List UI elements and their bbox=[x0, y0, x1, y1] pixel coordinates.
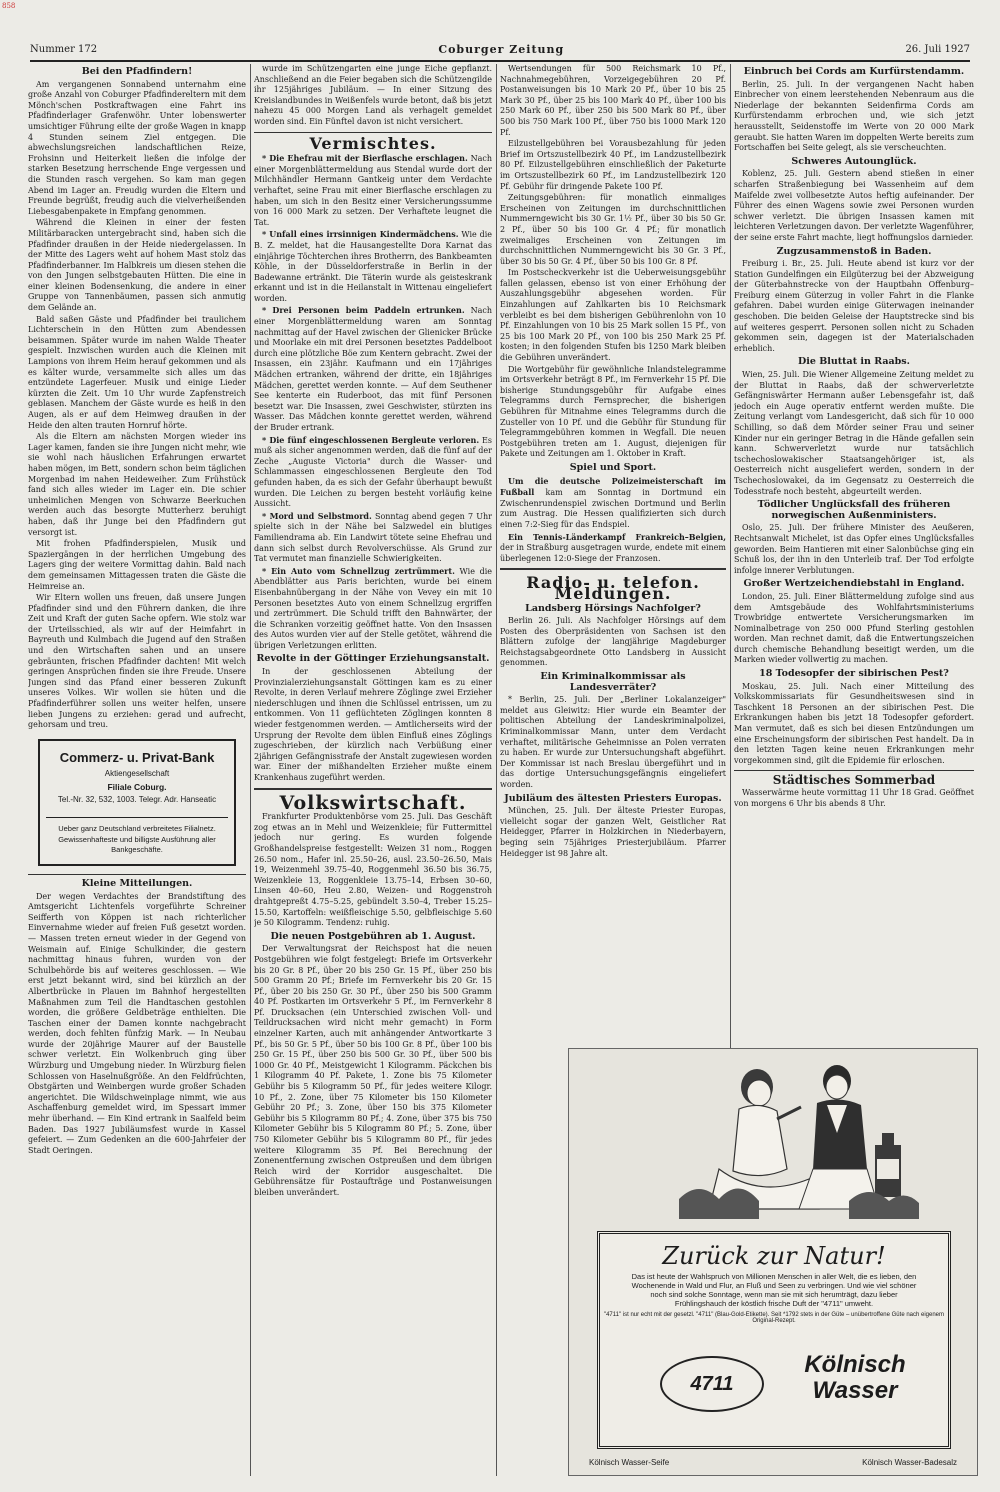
article-paragraph: Am vergangenen Sonnabend unternahm eine große Anzahl von Coburger Pfadfindereltern mit dem Mönch'schen Postkraftwagen eine Fahrt ins Pfadfinderlager Grafenwöhr. Unter lobenswerter umsichtiger Führung eilte der große Wagen in knapp 4 Stunden seinem Ziel entgegen. Die abwechslungsreichen landschaftlichen Reize, Frohsinn und Heiterkeit ließen die infolge der starken Besetzung herrschende Enge vergessen und die Stunden rasch vergehen. So kam man gegen Abend im Lager an. Freudig wurden die Eltern und Freunde begrüßt, freudig auch die vielverheißenden Liebesgabenpakete in Empfang genommen. bbox=[28, 79, 246, 216]
column-4 bbox=[734, 64, 974, 992]
news-item-heading: * Ein Auto vom Schnellzug zertrümmert. bbox=[262, 565, 455, 576]
paper-title: Coburger Zeitung bbox=[438, 42, 565, 56]
article-paragraph: Als die Eltern am nächsten Morgen wieder ins Lager kamen, fanden sie ihre Jungen nicht mehr, wie sie wohl nach häuslichen Erfahrungen erwartet haben mögen, im Bett, sondern schon beim täglichen Morgenbad im nahen Heideweiher. Zum Frühstück fand sich alles wieder im Lager ein. Die schier unheimlichen Mengen von Schwarze Beerkuchen werden auch das besorgte Mutterherz beruhigt haben, daß ihr Junge bei den Pfadfindern gut versorgt ist. bbox=[28, 432, 246, 537]
article-paragraph: Im Postscheckverkehr ist die Ueberweisungsgebühr fallen gelassen, ebenso ist von einer Erhöhung der Auszahlungsgebühr abgesehen worden. Für Einzahlungen auf Zahlkarten bis 10 Reichsmark verbleibt es bei dem bisherigen Gebührenlohn von 10 Pf. Einzahlungen von 10 bis 25 Mark sollen 15 Pf., von 25 bis 100 Mark 20 Pf., von 100 bis 250 Mark 25 Pf. kosten; in den folgenden Stufen bis 1250 Mark bleiben die Gebühren unverändert. bbox=[500, 268, 726, 363]
bank-branch: Filiale Coburg. bbox=[107, 782, 167, 792]
divider bbox=[734, 770, 974, 771]
news-item-heading: Um die deutsche Polizeimeisterschaft im Fußball bbox=[500, 475, 726, 498]
article-paragraph: Mit frohen Pfadfinderspielen, Musik und Spaziergängen in der herrlichen Umgebung des Lagers ging der weitere Vormittag dahin. Bald nach dem gemeinsamen Mittagessen traten die Gäste die Heimreise an. bbox=[28, 539, 246, 591]
news-item-heading: * Die Ehefrau mit der Bierflasche erschlagen. bbox=[262, 153, 468, 164]
news-item-heading: Landsberg Hörsings Nachfolger? bbox=[525, 602, 701, 614]
news-item-text: der in Straßburg ausgetragen wurde, endete mit einem überlegenen 12:0-Siege der Franzosen. bbox=[500, 543, 726, 563]
news-item-text: Oslo, 25. Juli. Der frühere Minister des Aeußeren, Rechtsanwalt Michelet, ist das Opfer eines Unglücksfalles geworden. Beim Hantieren mit einer Salonbüchse ging ein Schuß los, der ihn in den Unterleib traf. Der Tod erfolgte infolge innerer Verblutungen. bbox=[734, 523, 974, 575]
article-paragraph: Frankfurter Produktenbörse vom 25. Juli. Das Geschäft zog etwas an in Mehl und Weizenkleie; für Futtermittel jedoch nur gering. Es wurden folgende Großhandelspreise festgestellt: Weizen 31 nom., Roggen 26.50 nom., Hafer inl. 25.50–26, ausl. 23.50–26.50, Mais 19, Weizenmehl 39.75–40, Roggenmehl 36.50 bis 36.75, Weizenkleie 13, Roggenkleie 13.75–14, Erbsen 30–60, Linsen 40–60, Heu 2.80, Weizen- und Roggenstroh drahtgepreßt 4.75–5.25, gebündelt 3.50–4, Treber 15.25–15.50, Kartoffeln: weißfleischige 5.50, gelbfleischige 5.60 je 50 Kilogramm. Tendenz: ruhig. bbox=[254, 812, 492, 928]
news-item bbox=[500, 476, 726, 531]
section-title-vermischtes: Vermischtes. bbox=[309, 133, 437, 153]
news-item-text: Nach einer Morgenblättermeldung aus Stendal wurde dort der Milchhändler Hermann Gantkeig unter dem Verdachte verhaftet, seine Frau mit einer Bierflasche erschlagen zu haben, um sich in den Besitz einer Versicherungssumme von 16 000 Mark zu setzen. Der Verhaftete leugnet die Tat. bbox=[254, 154, 492, 227]
article-paragraph: Während die Kleinen in einer der festen Militärbaracken untergebracht sind, haben sich die Pfadfinder draußen in der Heide niedergelassen. In der Mitte des Lagers weht auf hohem Mast stolz das Pfadfinderbanner. Im Halbkreis um diesen stehen die von den Jungen selbstgebauten Hütten. Die eine in einer kleinen Bodensenkung, die andere in einer Gruppe von Tannenbäumen, passen sich anmutig dem Gelände an. bbox=[28, 218, 246, 313]
ad-fineprint: "4711" ist nur echt mit der gesetzl. "4711" (Blau-Gold-Etikette). Seit *1792 stets in der Güte – unübertroffene Güte nach eigenem Original-Rezept. bbox=[603, 1312, 945, 1324]
news-item-text: Es muß als sicher angenommen werden, daß die fünf auf der Zeche „Auguste Victoria" durch die Wasser- und Schlammassen eingeschlossenen Bergleute den Tod gefunden haben, da es sich der Gefahr überhaupt bewußt wurden. Die Leichen zu bergen besteht vorläufig keine Aussicht. bbox=[254, 435, 492, 509]
article-paragraph: In der geschlossenen Abteilung der Provinzialerziehungsanstalt Göttingen kam es zu einer Revolte, in deren Verlauf mehrere Zöglinge zwei Erzieher niederschlugen und ihnen die Schlüssel entrissen, um zu entkommen. Von 11 geflüchteten Zöglingen konnten 8 wieder festgenommen werden. — Amtlicherseits wird der Ursprung der Revolte dem üblen Einfluß eines Zöglings zugeschrieben, der kürzlich nach Verbüßung einer 2jährigen Gefängnisstrafe der Anstalt zugewiesen worden war. Einer der mißhandelten Erzieher mußte einem Krankenhaus zugeführt werden. bbox=[254, 667, 492, 782]
news-item-heading: Ein Kriminalkommissar als Landesverräter? bbox=[540, 671, 686, 693]
article-paragraph: Die Wortgebühr für gewöhnliche Inlandstelegramme im Ortsverkehr beträgt 8 Pf., im Fernverkehr 15 Pf. Die bisherige Stundungsgebühr für Aufgabe eines Telegramms durch Fernsprecher, die bisherigen Gebühren für Mitnahme eines Telegramms durch die Zusteller von 10 Pf. und die Gebühr für Stundung für Telegrammgebühren kommen in Wegfall. Die neuen Postgebühren treten am 1. August, diejenigen für Pakete und Zeitungen am 1. Oktober in Kraft. bbox=[500, 364, 726, 459]
bank-telephone: Tel.-Nr. 32, 532, 1003. Telegr. Adr. Hanseatic bbox=[57, 794, 217, 804]
news-item-text: Berlin, 25. Juli. In der vergangenen Nacht haben Einbrecher von einem leerstehenden Nebenraum aus die Niederlage der bekannten Seidenfirma Cords am Kurfürstendamm erbrochen und, wie sich jetzt herausstellt, Seidenstoffe im Werte von 20 000 Mark geraubt. Sie hatten Waren im doppelten Werte bereits zum Fortschaffen bei Seite gelegt, als sie verscheuchten. bbox=[734, 79, 974, 153]
ad-product-bathsalt: Kölnisch Wasser-Badesalz bbox=[862, 1458, 957, 1467]
news-item-text: Sonntag abend gegen 7 Uhr spielte sich in der Nähe bei Salzwedel ein blutiges Familiendrama ab. Ein Landwirt tötete seine Ehefrau und dann sich selbst durch Revolverschüsse. Als Grund zur Tat vermutet man finanzielle Schwierigkeiten. bbox=[254, 511, 492, 564]
news-item-text: München, 25. Juli. Der älteste Priester Europas, vielleicht sogar der ganzen Welt, Geistlicher Rat Heidegger, Pfarrer in Holzkirchen in Niederbayern, beging sein 75jähriges Priesterjubiläum. Pfarrer Heidegger ist 98 Jahre alt. bbox=[500, 806, 726, 858]
news-item bbox=[254, 566, 492, 652]
column-rule bbox=[250, 64, 251, 1476]
column-1 bbox=[28, 64, 246, 1476]
news-item-text: Freiburg i. Br., 25. Juli. Heute abend ist kurz vor der Station Gundelfingen ein Eilgüterzug bei der Abzweigung der Güterbahnstrecke von der Hauptbahn Offenburg–Freiburg einem Güterzug in voller Fahrt in die Flanke gefahren. Dabei wurden einige Güterwagen ineinander geschoben. Die beiden Geleise der Hauptstrecke sind bis auf weiteres gesperrt. Personen sollen nicht zu Schaden gekommen sein, dagegen ist der Materialschaden erheblich. bbox=[734, 259, 974, 353]
article-title-revolte: Revolte in der Göttinger Erziehungsanstalt. bbox=[256, 653, 490, 665]
news-item-text: Wie die B. Z. meldet, hat die Hausangestellte Dora Karnat das einjährige Töchterchen ihres Brotherrn, des Bankbeamten Köhle, in der Düsseldorferstraße in Berlin in der Badewanne ertränkt. Die Täterin wurde als geisteskrank erkannt und ist in die Heilanstalt in Wittenau eingeliefert worden. bbox=[254, 230, 492, 303]
news-item-text: Wien, 25. Juli. Die Wiener Allgemeine Zeitung meldet zu der Bluttat in Raabs, daß der schwerverletzte Gefängniswärter Hermann außer Lebensgefahr ist, daß jedoch ein Auge operativ entfernt werden mußte. Die Zeitung verlangt vom Landesgericht, daß sich für 10 000 Schilling, so daß dem Mörder seiner Frau und seiner Kinder nur ein geringer Betrag in die Hände gefallen sein kann. Schwerverletzt wurde nur tatsächlich tschechoslowakischer Staatsangehöriger ist, als Oesterreich nicht ausgeliefert werden, sondern in der Tschechoslowakei, da im Gegensatz zu Oesterreich die Todesstrafe noch besteht, abgeurteilt werden. bbox=[734, 370, 974, 496]
news-item-heading: Tödlicher Unglücksfall des früheren norwegischen Außenministers. bbox=[757, 499, 951, 521]
section-title-spiel-sport: Spiel und Sport. bbox=[569, 461, 657, 473]
masthead bbox=[30, 40, 970, 62]
news-item-heading: 18 Todesopfer der sibirischen Pest? bbox=[759, 668, 949, 680]
news-item bbox=[254, 511, 492, 565]
news-item-text: Moskau, 25. Juli. Nach einer Mitteilung des Volkskommissariats für Gesundheitswesen sind in Taschkent 18 Personen an der sibirischen Pest. Die Erkrankungen haben bis jetzt 18 Todesopfer gefordert. Man vermutet, daß es sich bei diesen Entzündungen um eine Erscheinungsform der sibirischen Pest handelt. Da in den letzten Tagen keine neuen Erkrankungen mehr vorgekommen sind, gilt die Epidemie für erloschen. bbox=[734, 681, 974, 765]
ad-headline: Zurück zur Natur! bbox=[662, 1242, 886, 1270]
news-item-heading: Ein Tennis-Länderkampf Frankreich–Belgien, bbox=[508, 531, 726, 542]
ad-brand: Kölnisch Wasser bbox=[804, 1351, 906, 1404]
news-item-heading: Zugzusammenstoß in Baden. bbox=[776, 245, 932, 257]
ad-text-box bbox=[597, 1231, 951, 1449]
couple-illustration bbox=[679, 1049, 919, 1219]
section-title-kleine-mitteilungen: Kleine Mitteilungen. bbox=[81, 877, 193, 889]
ad-footer bbox=[589, 1458, 957, 1467]
news-item-text: Nach einer Morgenblättermeldung waren am Sonntag nachmittag auf der Havel zwischen der Glienicker Brücke und Moorlake ein mit drei Personen besetztes Paddelboot durch eine plötzliche Böe zum Kentern gebracht. Zwei der Insassen, ein 23jähr. Kaufmann und ein 17jähriges Mädchen ertranken, während der dritte, ein 18jähriges Mädchen, gerettet werden konnte. — Auf dem Seuthener See kenterte ein Ruderboot, das mit fünf Personen besetzt war. Die Insassen, zwei Geschwister, stürzten ins Wasser. Das Mädchen konnte gerettet werden, während der Bruder ertrank. bbox=[254, 306, 492, 432]
news-item-heading: Großer Wertzeichendiebstahl in England. bbox=[743, 578, 965, 590]
section-title-sommerbad: Städtisches Sommerbad bbox=[772, 773, 936, 788]
article-paragraph: Wertsendungen für 500 Reichsmark 10 Pf., Nachnahmegebühren, Vorzeigegebühren 20 Pf. Postanweisungen bis 10 Mark 20 Pf., über 10 bis 25 Mark 30 Pf., über 25 bis 100 Mark 40 Pf., über 100 bis 250 Mark 60 Pf., über 250 bis 500 Mark 80 Pf., über 500 bis 750 Mark 100 Pf., über 750 bis 1000 Mark 120 Pf. bbox=[500, 64, 726, 137]
section-title-radio-meldungen: Radio- u. telefon. Meldungen. bbox=[526, 573, 700, 603]
news-item-text: * Berlin, 25. Juli. Der „Berliner Lokalanzeiger" meldet aus Gleiwitz: Hier wurde ein Beamter der politischen Abteilung der Landeskriminalpolizei, Kriminalkommissar Mann, unter dem Verdacht verhaftet, militärische Geheimnisse an Polen verraten zu haben. Er wurde zur Untersuchungshaft abgeführt. Der Kommissar ist nach Breslau übergeführt und in das dortige Untersuchungsgefängnis eingeliefert worden. bbox=[500, 695, 726, 789]
divider bbox=[254, 788, 492, 792]
news-item-heading: * Unfall eines irrsinnigen Kindermädchens. bbox=[262, 229, 459, 240]
news-item-heading: * Drei Personen beim Paddeln ertrunken. bbox=[262, 305, 465, 316]
issue-number: Nummer 172 bbox=[30, 43, 98, 55]
news-item-heading: * Die fünf eingeschlossenen Bergleute verloren. bbox=[262, 434, 480, 445]
news-item bbox=[254, 153, 492, 228]
article-paragraph: Der Verwaltungsrat der Reichspost hat die neuen Postgebühren wie folgt festgelegt: Briefe im Ortsverkehr bis 20 Gr. 8 Pf., über 20 bis 250 Gr. 15 Pf., über 250 bis 500 Gramm 20 Pf.; Briefe im Fernverkehr bis 20 Gr. 15 Pf., über 20 bis 250 Gr. 30 Pf., über 250 bis 500 Gramm 40 Pf. Postkarten im Ortsverkehr 5 Pf., im Fernverkehr 8 Pf. Drucksachen (ein Unterschied zwischen Voll- und Teildrucksachen wird nicht mehr gemacht) in Form einzelner Karten, auch mit anhängender Antwortkarte 3 Pf., bis 50 Gr. 5 Pf., über 50 bis 100 Gr. 8 Pf., über 100 bis 250 Gr. 15 Pf., über 250 bis 500 Gr. 30 Pf., über 500 bis 1000 Gr. 40 Pf., Meistgewicht 1 Kilogramm. Päckchen bis 1 Kilogramm 40 Pf. Pakete, 1. Zone bis 75 Kilometer Gebühr bis 5 Kilogramm 50 Pf., für jedes weitere Kilogr. 10 Pf., 2. Zone, über 75 Kilometer bis 150 Kilometer Gebühr 20 Pf.; 3. Zone, über 150 bis 375 Kilometer Gebühr bis 5 Kilogramm 80 Pf.; 4. Zone, über 375 bis 750 Kilometer Gebühr bis 5 Kilogramm 80 Pf.; 5. Zone, über 750 Kilometer Gebühr bis 5 Kilogramm 80 Pf., für jedes weitere Kilogramm 35 Pf. Bei Berechnung der Zonenentfernung zwischen Ostpreußen und dem übrigen Reich wird der Korridor ausgeschaltet. Die Gebührensätze für Postaufträge und Postanweisungen bleiben unverändert. bbox=[254, 944, 492, 1197]
bank-advertisement bbox=[38, 739, 236, 866]
divider bbox=[500, 568, 726, 572]
article-title-pfadfinder: Bei den Pfadfindern! bbox=[81, 66, 193, 77]
article-paragraph: Bald saßen Gäste und Pfadfinder bei traulichem Lichterschein in den Hütten zum Abendessen beisammen. Später wurde im nahen Walde Theater gespielt. Inzwischen wurden auch die Kleinen mit Lampions von ihrem Heim herauf gekommen und als es kälter wurde, versammelte sich alles um das entzündete Lagerfeuer. Musik und einige Lieder kürzten die Zeit. Um 10 Uhr wurde Zapfenstreich geblasen. Manchem der Gäste wurde es heiß in den Augen, als er auf dem Heimweg draußen in der Heide den alten trauten Hornruf hörte. bbox=[28, 314, 246, 430]
news-item-text: Berlin 26. Juli. Als Nachfolger Hörsings auf dem Posten des Oberpräsidenten von Sachsen ist den Blättern zufolge der langjährige Magdeburger Reichstagsabgeordnete Otto Landsberg in Aussicht genommen. bbox=[500, 616, 726, 668]
news-item-heading: Schweres Autounglück. bbox=[791, 155, 917, 167]
news-item-heading: Die Bluttat in Raabs. bbox=[798, 356, 910, 368]
bank-note: Ueber ganz Deutschland verbreitetes Filialnetz. Gewissenhafteste und billigste Ausführung aller Bankgeschäfte. bbox=[46, 817, 228, 856]
issue-date: 26. Juli 1927 bbox=[905, 43, 970, 55]
article-paragraph: Eilzustellgebühren bei Vorausbezahlung für jeden Brief im Ortszustellbezirk 40 Pf., im Landzustellbezirk 80 Pf. Eilzustellgebühren einschließlich der Paketurte im Ortszustellbezirk 60 Pf., im Landzustellbezirk 120 Pf. Gebühr für dringende Pakete 100 Pf. bbox=[500, 139, 726, 191]
article-paragraph: wurde im Schützengarten eine junge Eiche gepflanzt. Anschließend an die Feier begaben sich die Schützengilde ihr 125jähriges Jubiläum. — In einer Sitzung des Kreislandbundes in Weißenfels wurde betont, daß bis jetzt nahezu 45 000 Morgen Land als verhagelt gemeldet worden sind. Ein Fünftel davon ist nicht versichert. bbox=[254, 64, 492, 126]
article-paragraph: Zeitungsgebühren: für monatlich einmaliges Erscheinen von Zeitungen im durchschnittlichen Nummerngewicht bis 30 Gr. 1½ Pf., über 30 bis 50 Gr. 2 Pf., über 50 bis 100 Gr. 4 Pf.; für monatlich zweimaliges Erscheinen von Zeitungen im durchschnittlichen Nummerngewicht bis 30 Gr. 3 Pf., über 30 bis 50 Gr. 4 Pf., über 50 bis 100 Gr. 8 Pf. bbox=[500, 193, 726, 266]
news-item bbox=[254, 435, 492, 510]
news-item-text: London, 25. Juli. Einer Blättermeldung zufolge sind aus dem Amtsgebäude des Wohlfahrtsministeriums Trowbridge entwertete Versicherungsmarken im Nominalbetrage von 250 000 Pfund Sterling gestohlen worden. Man rechnet damit, daß die Entwertungszeichen durch chemische Behandlung beseitigt werden, um die Marken wieder vollwertig zu machen. bbox=[734, 591, 974, 665]
column-rule bbox=[496, 64, 497, 1476]
ad-product-soap: Kölnisch Wasser-Seife bbox=[589, 1458, 670, 1467]
4711-logo: 4711 bbox=[660, 1356, 764, 1412]
bank-type: Aktiengesellschaft bbox=[104, 769, 170, 779]
news-item-heading: Einbruch bei Cords am Kurfürstendamm. bbox=[743, 66, 965, 77]
news-item bbox=[500, 532, 726, 565]
news-item bbox=[254, 305, 492, 433]
article-title-postgebuehren: Die neuen Postgebühren ab 1. August. bbox=[270, 930, 476, 942]
news-item-heading: Jubiläum des ältesten Priesters Europas. bbox=[504, 792, 722, 804]
article-paragraph: Wasserwärme heute vormittag 11 Uhr 18 Grad. Geöffnet von morgens 6 Uhr bis abends 8 Uhr. bbox=[734, 788, 974, 808]
news-item bbox=[254, 229, 492, 304]
news-item-text: Koblenz, 25. Juli. Gestern abend stießen in einer scharfen Straßenbiegung bei Wassenheim auf dem Maifelde zwei vollbesetzte Autos heftig aufeinander. Der Führer des einen Wagens sowie zwei Personen wurden schwer verletzt. Die übrigen Insassen kamen mit leichteren Verletzungen davon. Der verletzte Wagenführer, der seine erste Fahrt machte, liegt hoffnungslos darnieder. bbox=[734, 169, 974, 242]
divider bbox=[254, 132, 492, 133]
divider bbox=[28, 874, 246, 875]
ad-body: Das ist heute der Wahlspruch von Millionen Menschen in aller Welt, die es lieben, den Wochenende in Wald und Flur, an Fluß und Seen zu verbringen. Und wie viel schöner noch sind solche Sonntage, wenn man sie mit sich herumträgt, dazu lieber Frühlingshauch der köstlich frische Duft der "4711" umweht. bbox=[631, 1272, 917, 1308]
bank-name: Commerz- u. Privat-Bank bbox=[59, 749, 215, 765]
archive-mark: 858 bbox=[2, 2, 16, 10]
koelnisch-wasser-advertisement bbox=[568, 1048, 978, 1476]
news-item-text: kam am Sonntag in Dortmund ein Zwischenrundenspiel zwischen Dortmund und Berlin zum Austrag. Die Hessen qualifizierten sich durch einen 7:2-Sieg für das Endspiel. bbox=[500, 488, 726, 529]
column-2 bbox=[254, 64, 492, 1476]
article-paragraph: Wir Eltern wollen uns freuen, daß unsere Jungen Pfadfinder sind und den Führern danken, die ihre Zeit und Kraft der guten Sache opfern. Wie stolz war der Urteilsschied, als wir auf der Heimfahrt in Bayreuth und Kulmbach die Jugend auf den Straßen und den Wirtschaften sahen und an unsere gebräunten, frischen Pfadfinder dachten! Mit welch geringen Ansprüchen finden sie ihre Freude. Unsere Jungen sind das Pfand einer besseren Zukunft unseres Volkes. Wir wollen sie hüten und die Pfadfinderführer sollen uns weiter helfen, unsere lieben Jungens zu erziehen: gerad und aufrecht, gehorsam und treu. bbox=[28, 593, 246, 730]
section-title-volkswirtschaft: Volkswirtschaft. bbox=[279, 791, 467, 814]
news-item-text: Wie die Abendblätter aus Paris berichten, wurde bei einem Eisenbahnübergang in der Nähe von Vevey ein mit 10 Personen besetztes Auto von einem Schnellzug ergriffen und zertrümmert. Die Schuld trifft den Bahnwärter, der die Schranken vorzeitig geöffnet hatte. Von den Insassen des Autos wurden vier auf der Stelle getötet, während die übrigen Verletzungen erlitten. bbox=[254, 566, 492, 650]
news-item-heading: * Mord und Selbstmord. bbox=[262, 510, 372, 521]
article-paragraph: Der wegen Verdachtes der Brandstiftung des Amtsgericht Lichtenfels vorgeführte Schreiner Seifferth von Köppen ist nach richterlicher Einvernahme wieder auf freien Fuß gesetzt worden. — Massen treten erneut wieder in der Gegend von Weismain auf. Einige Schulkinder, die gestern nachmittag hinaus fuhren, wurden von der Schulbehörde bis auf weiteres geschlossen. — Wie erst jetzt bekannt wird, sind bei kürzlich an der Albertbrücke in Plauen im Bahnhof hergestellten Maßnahmen zum Teil die Handtaschen gestohlen worden, die größere Geldbeträge enthielten. Die Taschen einer der Damen konnte nachgebracht werden, doch fehlten fünfzig Mark. — In Neubau wurde der 20jährige Maurer auf der Baustelle schwer verletzt. Ein Wolkenbruch ging über Würzburg und Umgebung nieder. In Würzburg fielen Schlossen von Haselnußgröße. An den Feldfrüchten, Obstgärten und Weinbergen wurde großer Schaden angerichtet. Die Wildschweinplage nimmt, wie aus Aschaffenburg gemeldet wird, im Spessart immer mehr überhand. — Ein Kind ertrank in Saalfeld beim Baden. Das 1927 Jubiläumsfest wurde in Kassel gefeiert. — Zum Gedenken an die 600-Jahrfeier der Stadt Oeringen. bbox=[28, 891, 246, 1155]
